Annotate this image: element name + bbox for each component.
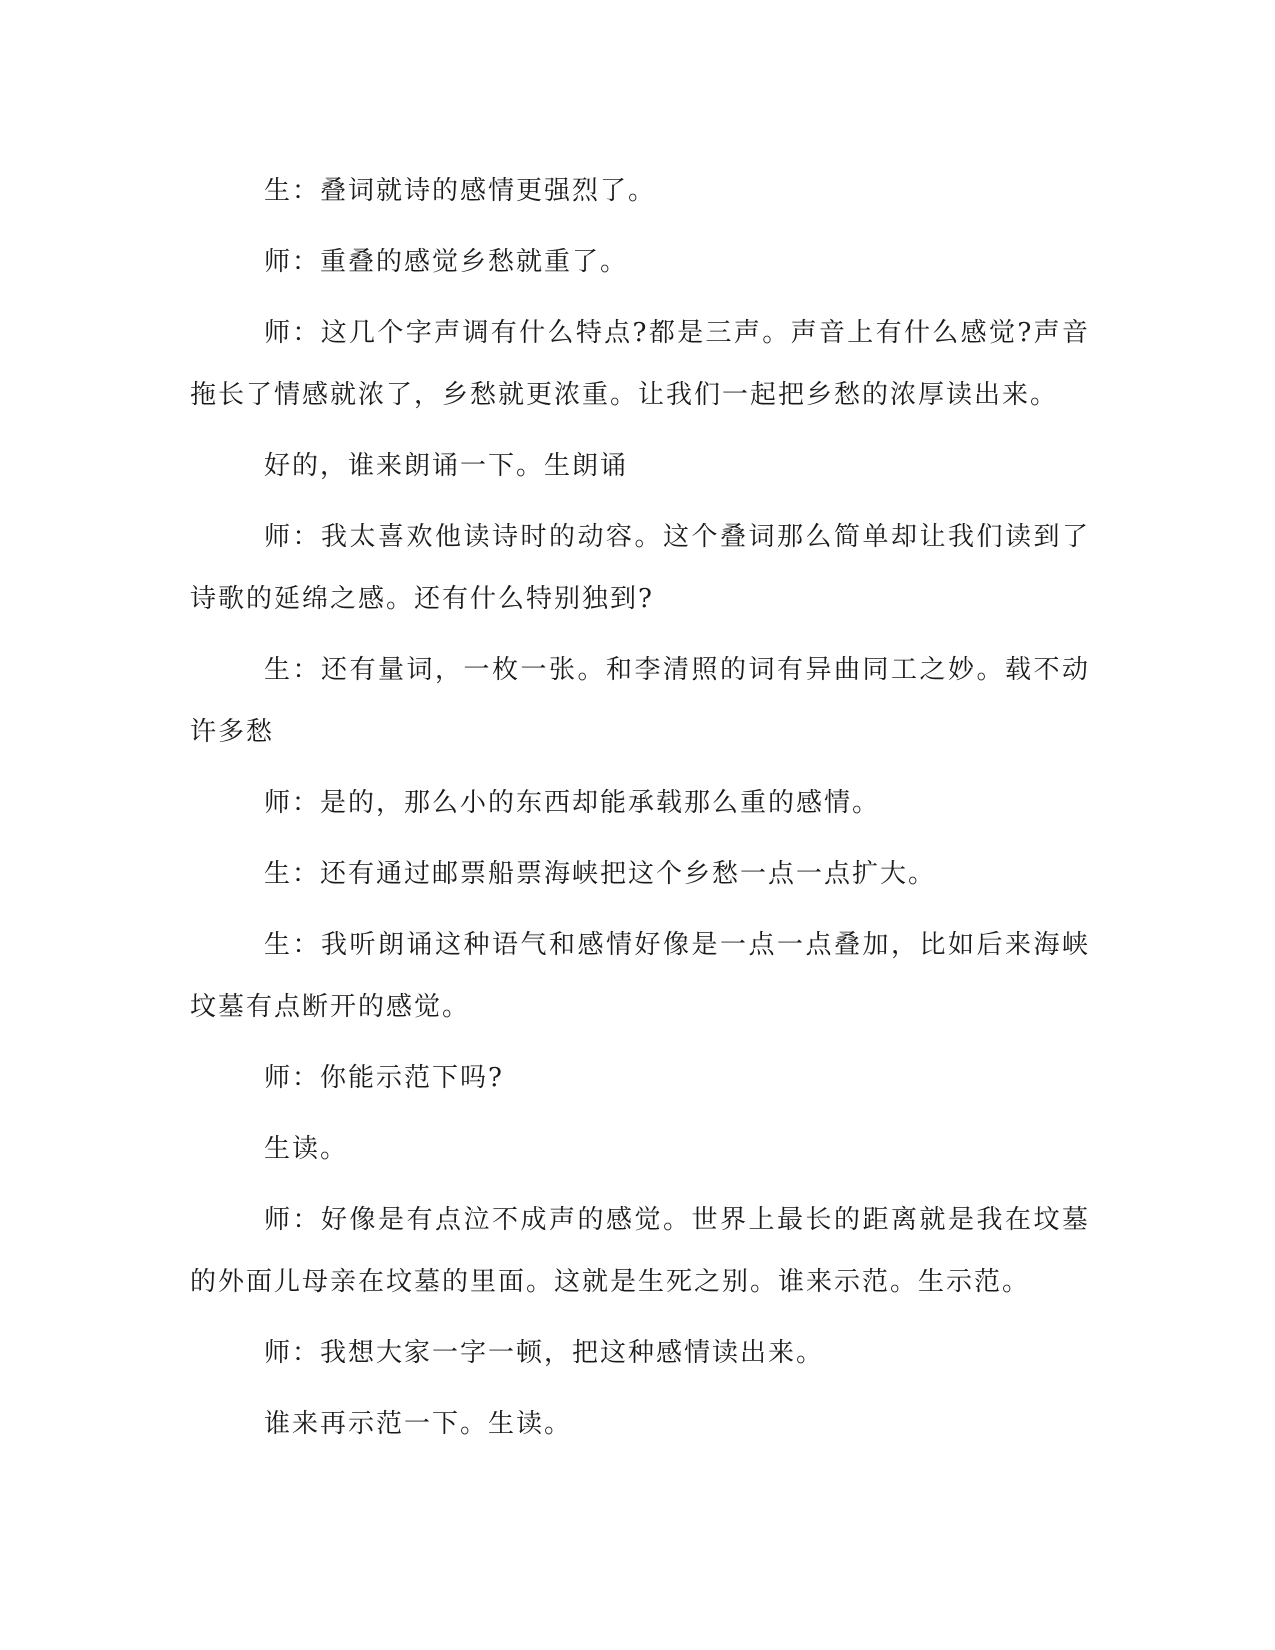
- paragraph: 生：我听朗诵这种语气和感情好像是一点一点叠加，比如后来海峡坟墓有点断开的感觉。: [190, 930, 1090, 1022]
- paragraph: 生：还有通过邮票船票海峡把这个乡愁一点一点扩大。: [264, 859, 937, 889]
- paragraph: 生：叠词就诗的感情更强烈了。: [264, 176, 657, 206]
- document-body: [190, 160, 1090, 1464]
- paragraph: 谁来再示范一下。生读。: [264, 1409, 573, 1439]
- paragraph: 师：我太喜欢他读诗时的动容。这个叠词那么简单却让我们读到了诗歌的延绵之感。还有什么特别独到?: [190, 522, 1090, 614]
- paragraph: 生：还有量词，一枚一张。和李清照的词有异曲同工之妙。载不动许多愁: [190, 655, 1090, 747]
- paragraph: 生读。: [264, 1134, 349, 1164]
- paragraph: 好的，谁来朗诵一下。生朗诵: [264, 451, 629, 481]
- paragraph: 师：我想大家一字一顿，把这种感情读出来。: [264, 1338, 825, 1368]
- paragraph: 师：这几个字声调有什么特点?都是三声。声音上有什么感觉?声音拖长了情感就浓了，乡愁就更浓重。让我们一起把乡愁的浓厚读出来。: [190, 318, 1090, 410]
- paragraph: 师：是的，那么小的东西却能承载那么重的感情。: [264, 788, 881, 818]
- paragraph: 师：你能示范下吗?: [264, 1063, 504, 1093]
- paragraph: 师：重叠的感觉乡愁就重了。: [264, 247, 629, 277]
- paragraph: 师：好像是有点泣不成声的感觉。世界上最长的距离就是我在坟墓的外面儿母亲在坟墓的里面。这就是生死之别。谁来示范。生示范。: [190, 1205, 1090, 1297]
